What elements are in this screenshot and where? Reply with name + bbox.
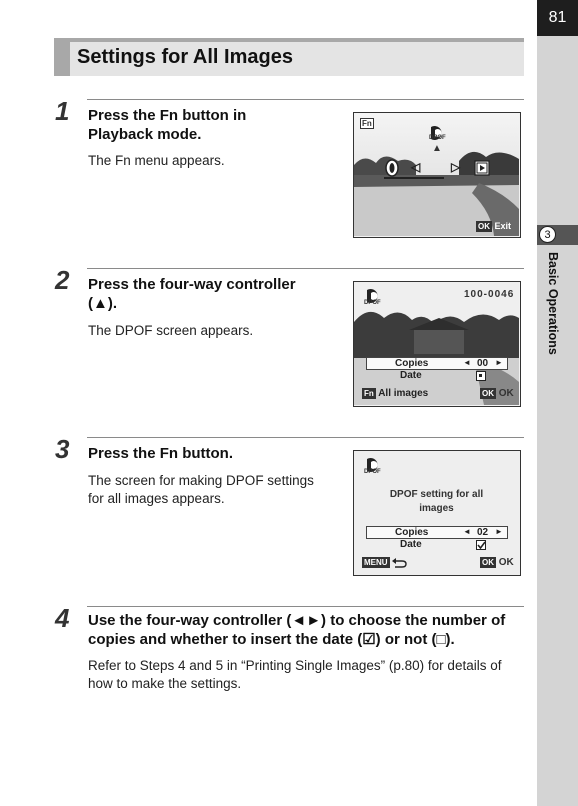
step-2-camera-screen <box>353 281 521 407</box>
date-row[interactable] <box>366 370 508 383</box>
dpof-message-line: DPOF setting for all <box>389 489 484 500</box>
file-number: 100-0046 <box>464 289 515 300</box>
dpof-icon <box>426 123 448 145</box>
step-4-rule <box>87 606 524 607</box>
dpof-caption: DPOF <box>364 469 381 475</box>
exit-hint: OK Exit <box>478 221 512 232</box>
decrease-arrow-icon[interactable]: ◄ <box>463 358 471 367</box>
date-checked-icon[interactable] <box>476 540 486 550</box>
step-1-rule <box>87 99 524 100</box>
copies-row[interactable] <box>366 357 508 370</box>
page-number: 81 <box>537 0 578 36</box>
back-hint: MENU <box>362 557 408 568</box>
page-title: Settings for All Images <box>77 46 293 68</box>
up-arrow-icon: ▲ <box>432 143 442 154</box>
slideshow-icon <box>474 160 490 176</box>
title-accent <box>54 42 70 76</box>
copies-value: 00 <box>477 358 489 369</box>
return-arrow-icon <box>392 558 408 568</box>
copies-row[interactable] <box>366 526 508 539</box>
step-4-heading-line: Use the four-way controller (◄►) to choose the number of <box>88 612 506 629</box>
fn-button-label: Fn <box>362 119 372 129</box>
step-1-heading-line: Playback mode. <box>88 126 202 143</box>
step-3-heading-line: Press the Fn button. <box>88 445 234 462</box>
step-3-body-line: for all images appears. <box>88 491 225 506</box>
step-3-camera-screen <box>353 450 521 576</box>
increase-arrow-icon[interactable]: ► <box>495 527 503 536</box>
date-label: Date <box>400 539 422 550</box>
step-3-body-line: The screen for making DPOF settings <box>88 473 314 488</box>
left-arrow-icon: ◁ <box>411 160 421 174</box>
step-3-rule <box>87 437 524 438</box>
step-1-heading <box>88 106 338 144</box>
title-box <box>54 42 524 76</box>
step-4-body-line: Refer to Steps 4 and 5 in “Printing Single Images” (p.80) for details of <box>88 658 502 673</box>
step-1-body <box>88 152 338 170</box>
date-label: Date <box>400 370 422 381</box>
step-3-heading <box>88 444 338 463</box>
chapter-tab <box>537 225 578 245</box>
step-2-heading-line: Press the four-way controller <box>88 276 296 293</box>
copies-label: Copies <box>395 358 429 369</box>
dpof-message-line: images <box>419 503 454 514</box>
chapter-name-text: Basic Operations <box>546 252 560 355</box>
step-2-body-line: The DPOF screen appears. <box>88 323 254 338</box>
ok-hint: OK OK <box>482 557 514 569</box>
step-2-body <box>88 322 338 340</box>
dpof-message <box>354 488 519 516</box>
step-1-camera-screen <box>353 112 521 238</box>
step-4-heading <box>88 611 528 649</box>
ok-hint: OK OK <box>482 388 514 400</box>
step-2-heading-line: (▲). <box>88 295 118 312</box>
right-arrow-icon: ▷ <box>451 160 461 174</box>
step-3-body <box>88 472 338 508</box>
step-1-heading-line: Press the Fn button in <box>88 107 247 124</box>
increase-arrow-icon[interactable]: ► <box>495 358 503 367</box>
dpof-caption: DPOF <box>364 300 381 306</box>
step-4-body-line: how to make the settings. <box>88 676 242 691</box>
step-4-heading-line: copies and whether to insert the date (☑) or not (□). <box>88 631 455 648</box>
step-2-number: 2 <box>55 265 70 295</box>
dpof-caption: DPOF <box>429 135 446 141</box>
all-images-hint: Fn All images <box>364 388 429 400</box>
decrease-arrow-icon[interactable]: ◄ <box>463 527 471 536</box>
protect-icon <box>384 158 400 178</box>
date-row[interactable] <box>366 539 508 552</box>
copies-label: Copies <box>395 527 429 538</box>
step-2-heading <box>88 275 338 313</box>
step-4-body <box>88 657 528 693</box>
copies-value: 02 <box>477 527 489 538</box>
dpof-settings-table <box>366 357 508 383</box>
chapter-name <box>542 252 562 392</box>
step-2-rule <box>87 268 524 269</box>
dpof-settings-table <box>366 526 508 552</box>
step-1-body-line: The Fn menu appears. <box>88 153 225 168</box>
date-checkbox-icon[interactable] <box>476 371 486 381</box>
chapter-number: 3 <box>539 226 556 243</box>
step-1-number: 1 <box>55 96 70 126</box>
step-4-number: 4 <box>55 603 70 633</box>
side-band <box>537 0 578 806</box>
step-3-number: 3 <box>55 434 70 464</box>
